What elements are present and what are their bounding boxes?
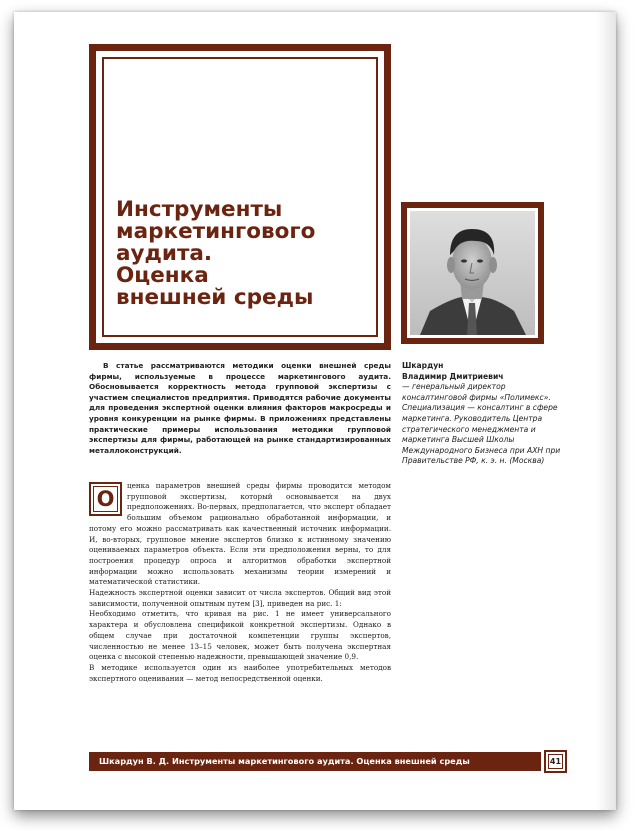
- title-frame: [89, 44, 391, 350]
- author-info: [402, 361, 572, 467]
- author-surname: Шкардун: [402, 361, 444, 370]
- author-portrait: [410, 211, 535, 335]
- title-line: внешней среды: [116, 285, 314, 310]
- title-line: Оценка: [116, 263, 209, 288]
- dropcap: [89, 482, 122, 516]
- body-paragraph: В методике используется один из наиболее употребительных методов экспертного оценивания — метод непосредственной оценки.: [89, 662, 391, 683]
- article-body: [89, 481, 391, 684]
- article-abstract: В статье рассматриваются методики оценки внешней среды фирмы, используемые в процессе маркетингового аудита. Обосновывается корректность метода групповой экспертизы с участием специалистов предприятия. Приводятся рабочие документы для проведения экспертной оценки влияния факторов макросреды и уровня конкуренции на рынке фирмы. В приложениях представлены практические примеры использования методики групповой экспертизы для фирмы, работающей на рынке стандартизированных металлоконструкций.: [89, 361, 391, 455]
- article-title: [116, 199, 376, 309]
- body-paragraph: ценка параметров внешней среды фирмы проводится методом групповой экспертизы, который основывается на двух предположениях. Во-первых, предполагается, что эксперт обладает большим объемом рационально обработанной информации, и потому его можно рассматривать как качественный источник информации. И, во-вторых, групповое мнение экспертов близко к истинному значению оцениваемых параметров объекта. Если эти предположения верны, то для построения процедур опроса и алгоритмов обработки экспертной информации можно использовать механизмы теории измерений и математической статистики.: [89, 481, 391, 587]
- title-line: аудита.: [116, 241, 213, 266]
- author-photo-frame: [401, 202, 544, 344]
- magazine-page: [14, 12, 616, 810]
- dropcap-letter: О: [93, 486, 118, 512]
- title-frame-inner: [102, 57, 378, 337]
- author-given-names: Владимир Дмитриевич: [402, 371, 504, 381]
- title-line: Инструменты: [116, 197, 283, 222]
- author-bio: — генеральный директор консалтинговой фирмы «Полимекс». Специализация — консалтинг в сфере маркетинга. Руководитель Центра стратегического менеджмента и маркетинга Высшей Школы Международного Бизнеса при АХН при Правительстве РФ, к. э. н. (Москва): [402, 382, 561, 466]
- page-number-box: [544, 750, 567, 773]
- page-number: 41: [548, 754, 563, 769]
- body-paragraph: Необходимо отметить, что кривая на рис. 1 не имеет универсального характера и обусловлена спецификой конкретной экспертизы. Однако в общем случае при достаточной компетенции группы экспертов, численностью не менее 13–15 человек, может быть получена экспертная оценка с высокой степенью надежности, превышающей значение 0,9.: [89, 609, 391, 662]
- running-footer: Шкардун В. Д. Инструменты маркетингового аудита. Оценка внешней среды: [89, 752, 541, 771]
- title-line: маркетингового: [116, 219, 316, 244]
- body-paragraph: Надежность экспертной оценки зависит от числа экспертов. Общий вид этой зависимости, полученной опытным путем [3], приведен на рис. 1:: [89, 588, 391, 608]
